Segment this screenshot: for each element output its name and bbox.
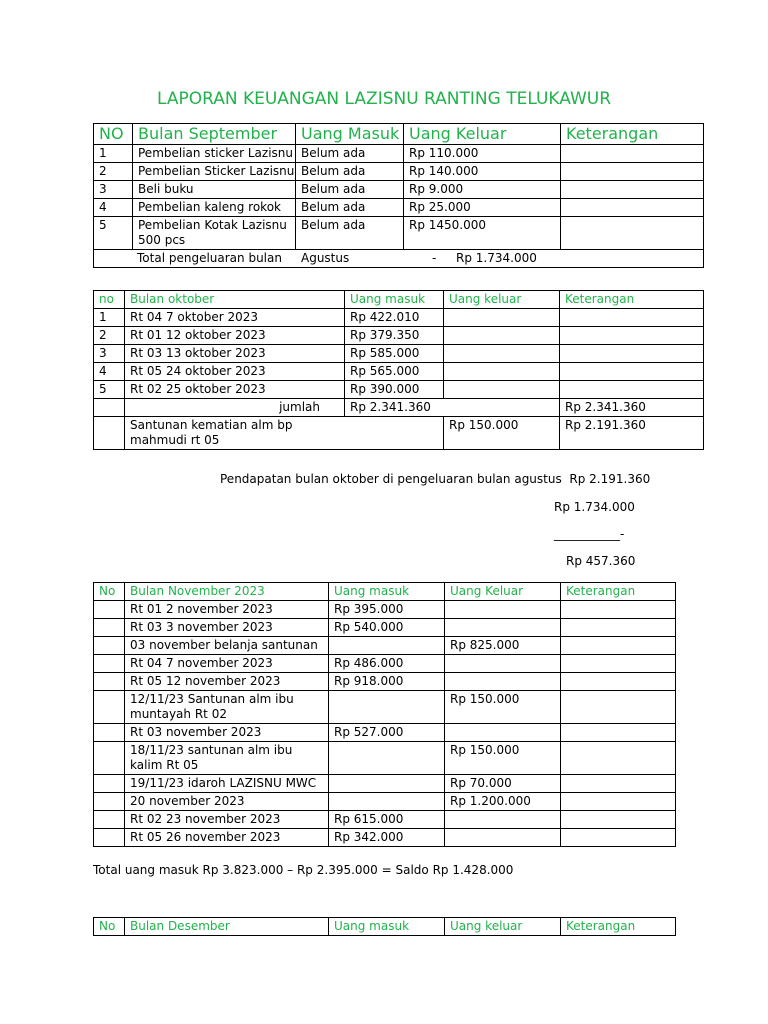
cell-masuk: Belum ada <box>296 199 404 217</box>
table-row <box>94 217 704 250</box>
cell-bulan: Pembelian Kotak Lazisnu 500 pcs <box>133 217 296 250</box>
report-title: LAPORAN KEUANGAN LAZISNU RANTING TELUKAWUR <box>156 89 612 109</box>
summary-value-2: Rp 1.734.000 <box>554 500 635 514</box>
table-row <box>94 181 704 199</box>
cell-bulan: Rt 02 25 oktober 2023 <box>125 381 345 399</box>
header-keterangan: Keterangan <box>561 124 704 145</box>
santunan-desc: Santunan kematian alm bp mahmudi rt 05 <box>125 417 444 450</box>
cell-bulan: Rt 03 3 november 2023 <box>125 619 329 637</box>
cell-bulan: Pembelian sticker Lazisnu <box>133 145 296 163</box>
santunan-keluar: Rp 150.000 <box>444 417 560 450</box>
cell-ket <box>561 742 676 775</box>
table-row <box>94 309 704 327</box>
table-row <box>94 742 676 775</box>
summary-value-1: Rp 2.191.360 <box>569 472 651 486</box>
cell-bulan: 03 november belanja santunan <box>125 637 329 655</box>
cell-ket <box>561 793 676 811</box>
table-row <box>94 811 676 829</box>
header-uang-masuk: Uang masuk <box>329 583 445 601</box>
cell-masuk: Rp 395.000 <box>329 601 445 619</box>
cell-ket <box>561 601 676 619</box>
cell-no: 3 <box>94 345 125 363</box>
cell-no <box>94 637 125 655</box>
cell-ket <box>560 363 704 381</box>
table-row <box>94 381 704 399</box>
cell-masuk: Rp 527.000 <box>329 724 445 742</box>
header-uang-keluar: Uang keluar <box>444 291 560 309</box>
cell-no <box>94 742 125 775</box>
table-row <box>94 673 676 691</box>
cell-keluar <box>444 327 560 345</box>
cell-masuk: Rp 565.000 <box>345 363 444 381</box>
cell-masuk <box>329 691 445 724</box>
cell-ket <box>560 381 704 399</box>
jumlah-row <box>94 399 704 417</box>
header-uang-masuk: Uang masuk <box>345 291 444 309</box>
cell-masuk: Rp 486.000 <box>329 655 445 673</box>
cell-ket <box>561 217 704 250</box>
cell-masuk: Belum ada <box>296 217 404 250</box>
table-header-row <box>94 918 676 936</box>
cell-no <box>94 655 125 673</box>
cell-bulan: Pembelian Sticker Lazisnu <box>133 163 296 181</box>
total-row <box>94 250 704 268</box>
november-table <box>93 582 676 847</box>
cell-no <box>94 724 125 742</box>
total-saldo-line: Total uang masuk Rp 3.823.000 – Rp 2.395.000 = Saldo Rp 1.428.000 <box>93 863 514 877</box>
jumlah-ket: Rp 2.341.360 <box>560 399 704 417</box>
total-dash: - <box>432 251 437 265</box>
cell-keluar <box>444 381 560 399</box>
cell-bulan: 19/11/23 idaroh LAZISNU MWC <box>125 775 329 793</box>
summary-text: Pendapatan bulan oktober di pengeluaran bulan agustus <box>220 472 562 486</box>
santunan-ket: Rp 2.191.360 <box>560 417 704 450</box>
header-uang-keluar: Uang Keluar <box>404 124 561 145</box>
cell-ket <box>561 724 676 742</box>
cell-no <box>94 619 125 637</box>
header-uang-masuk: Uang Masuk <box>296 124 404 145</box>
cell-masuk <box>329 637 445 655</box>
cell-masuk: Rp 540.000 <box>329 619 445 637</box>
cell-bulan: Rt 05 24 oktober 2023 <box>125 363 345 381</box>
cell-no: 1 <box>94 309 125 327</box>
jumlah-masuk: Rp 2.341.360 <box>345 399 560 417</box>
header-keterangan: Keterangan <box>561 918 676 936</box>
table-row <box>94 619 676 637</box>
table-row <box>94 829 676 847</box>
cell-keluar: Rp 70.000 <box>445 775 561 793</box>
cell-bulan: Rt 04 7 november 2023 <box>125 655 329 673</box>
cell-ket <box>561 181 704 199</box>
header-uang-masuk: Uang masuk <box>329 918 445 936</box>
cell-ket <box>561 775 676 793</box>
cell-no: 2 <box>94 327 125 345</box>
cell-no <box>94 793 125 811</box>
cell-keluar <box>445 601 561 619</box>
cell-ket <box>561 811 676 829</box>
header-no: NO <box>94 124 133 145</box>
header-bulan: Bulan September <box>133 124 296 145</box>
cell-bulan: 18/11/23 santunan alm ibu kalim Rt 05 <box>125 742 329 775</box>
cell-bulan: Pembelian kaleng rokok <box>133 199 296 217</box>
cell-ket <box>561 619 676 637</box>
table-row <box>94 793 676 811</box>
cell-ket <box>561 145 704 163</box>
table-row <box>94 363 704 381</box>
cell-keluar <box>444 345 560 363</box>
header-uang-keluar: Uang Keluar <box>445 583 561 601</box>
cell-ket <box>560 345 704 363</box>
cell-keluar <box>444 309 560 327</box>
header-uang-keluar: Uang keluar <box>445 918 561 936</box>
cell-ket <box>561 829 676 847</box>
cell-bulan: Rt 03 13 oktober 2023 <box>125 345 345 363</box>
header-no: No <box>94 918 125 936</box>
cell-keluar <box>445 829 561 847</box>
cell-bulan: 12/11/23 Santunan alm ibu muntayah Rt 02 <box>125 691 329 724</box>
cell-no: 4 <box>94 199 133 217</box>
summary-line-1 <box>220 472 650 486</box>
cell-bulan: Rt 05 12 november 2023 <box>125 673 329 691</box>
cell-masuk: Rp 390.000 <box>345 381 444 399</box>
cell-keluar <box>445 724 561 742</box>
table-row <box>94 163 704 181</box>
cell-masuk: Rp 585.000 <box>345 345 444 363</box>
cell-no: 5 <box>94 217 133 250</box>
cell-no <box>94 601 125 619</box>
table-header-row <box>94 124 704 145</box>
cell-ket <box>561 199 704 217</box>
cell-no <box>94 691 125 724</box>
cell-no <box>94 811 125 829</box>
cell-no <box>94 829 125 847</box>
cell-bulan: Rt 01 2 november 2023 <box>125 601 329 619</box>
cell-masuk: Belum ada <box>296 163 404 181</box>
cell-keluar: Rp 9.000 <box>404 181 561 199</box>
oktober-table <box>93 290 704 450</box>
cell-no: 5 <box>94 381 125 399</box>
cell-ket <box>560 327 704 345</box>
jumlah-label: jumlah <box>125 399 345 417</box>
cell-masuk: Rp 918.000 <box>329 673 445 691</box>
cell-bulan: 20 november 2023 <box>125 793 329 811</box>
cell-keluar <box>445 619 561 637</box>
header-bulan: Bulan oktober <box>125 291 345 309</box>
summary-value-4: Rp 457.360 <box>566 554 636 568</box>
cell-no: 1 <box>94 145 133 163</box>
cell-masuk: Rp 379.350 <box>345 327 444 345</box>
table-row <box>94 145 704 163</box>
cell-keluar: Rp 1.200.000 <box>445 793 561 811</box>
table-row <box>94 637 676 655</box>
cell-no: 3 <box>94 181 133 199</box>
header-bulan: Bulan Desember <box>125 918 329 936</box>
cell-keluar: Rp 110.000 <box>404 145 561 163</box>
total-month: Agustus <box>301 251 350 265</box>
table-header-row <box>94 291 704 309</box>
cell-masuk: Rp 342.000 <box>329 829 445 847</box>
cell-ket <box>561 637 676 655</box>
cell-keluar <box>445 811 561 829</box>
september-table <box>93 123 704 268</box>
cell-keluar <box>445 673 561 691</box>
table-row <box>94 327 704 345</box>
cell-keluar: Rp 150.000 <box>445 742 561 775</box>
cell-keluar: Rp 1450.000 <box>404 217 561 250</box>
cell-no: 2 <box>94 163 133 181</box>
cell-keluar: Rp 140.000 <box>404 163 561 181</box>
cell-ket <box>561 163 704 181</box>
table-row <box>94 691 676 724</box>
cell-masuk: Belum ada <box>296 145 404 163</box>
table-row <box>94 345 704 363</box>
cell-ket <box>561 673 676 691</box>
cell-keluar <box>444 363 560 381</box>
cell-no: 4 <box>94 363 125 381</box>
header-no: no <box>94 291 125 309</box>
cell-ket <box>560 309 704 327</box>
table-row <box>94 655 676 673</box>
table-row <box>94 724 676 742</box>
header-keterangan: Keterangan <box>560 291 704 309</box>
summary-rule: ___________- <box>554 527 625 541</box>
cell-bulan: Beli buku <box>133 181 296 199</box>
cell-bulan: Rt 04 7 oktober 2023 <box>125 309 345 327</box>
cell-bulan: Rt 02 23 november 2023 <box>125 811 329 829</box>
cell-no <box>94 673 125 691</box>
cell-masuk <box>329 742 445 775</box>
cell-keluar: Rp 150.000 <box>445 691 561 724</box>
header-bulan: Bulan November 2023 <box>125 583 329 601</box>
cell-keluar <box>445 655 561 673</box>
cell-bulan: Rt 03 november 2023 <box>125 724 329 742</box>
cell-keluar: Rp 25.000 <box>404 199 561 217</box>
header-no: No <box>94 583 125 601</box>
header-keterangan: Keterangan <box>561 583 676 601</box>
cell-ket <box>561 691 676 724</box>
cell-keluar: Rp 825.000 <box>445 637 561 655</box>
table-row <box>94 601 676 619</box>
total-label: Total pengeluaran bulan <box>137 251 282 265</box>
cell-ket <box>561 655 676 673</box>
cell-masuk <box>329 775 445 793</box>
table-header-row <box>94 583 676 601</box>
cell-masuk: Rp 615.000 <box>329 811 445 829</box>
table-row <box>94 775 676 793</box>
cell-masuk: Rp 422.010 <box>345 309 444 327</box>
cell-masuk <box>329 793 445 811</box>
cell-bulan: Rt 01 12 oktober 2023 <box>125 327 345 345</box>
total-value: Rp 1.734.000 <box>456 251 537 265</box>
cell-bulan: Rt 05 26 november 2023 <box>125 829 329 847</box>
desember-table <box>93 917 676 936</box>
santunan-row <box>94 417 704 450</box>
cell-masuk: Belum ada <box>296 181 404 199</box>
cell-no <box>94 775 125 793</box>
table-row <box>94 199 704 217</box>
